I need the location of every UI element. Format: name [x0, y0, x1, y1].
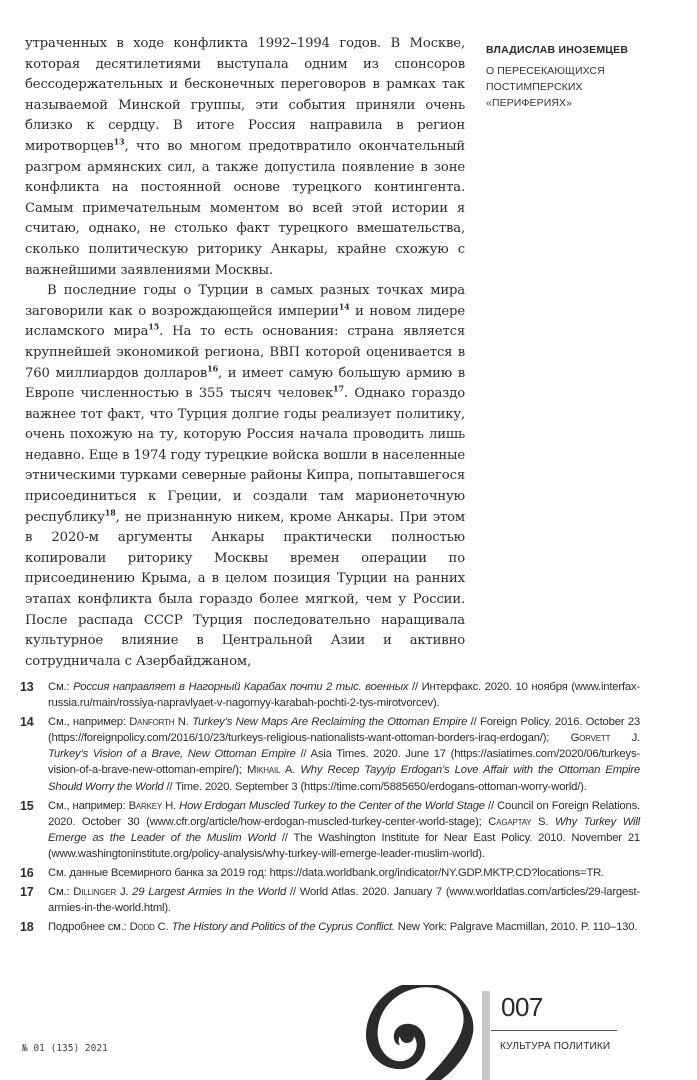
author-name: Mikhail A.	[246, 764, 296, 777]
text-run: // Интерфакс. 2020. 10 ноября (www.interfax-russia.ru/main/rossiya-napravlyaet-v-nagornyy-karabah-pochti-2-tys-mirotvorcev).	[48, 681, 640, 710]
text-run: См. данные Всемирного банка за 2019 год: https://data.worldbank.org/indicator/NY.GDP.MKTP.CD?locations=TR.	[48, 867, 605, 880]
footnote-number: 13	[20, 680, 34, 694]
footnote-text	[48, 865, 640, 881]
footnote-16	[20, 865, 640, 881]
author-name: ВЛАДИСЛАВ ИНОЗЕМЦЕВ	[486, 44, 629, 56]
source-title: Why Recep Tayyip Erdogan’s Love Affair with the Ottoman Empire Should Worry the World	[48, 764, 640, 793]
footnote-number: 16	[20, 866, 34, 881]
source-title: Turkey’s Vision of a Brave, New Ottoman Empire	[48, 748, 296, 761]
author-name: Dillinger J.	[73, 886, 129, 899]
footnote-text	[48, 919, 640, 935]
footnote-ref-16[interactable]: 16	[207, 363, 219, 374]
footnote-text	[48, 884, 640, 916]
text-run: См., например:	[48, 716, 130, 729]
paragraph	[25, 34, 465, 281]
journal-name: КУЛЬТУРА ПОЛИТИКИ	[500, 1041, 611, 1052]
footnote-ref-17[interactable]: 17	[333, 383, 344, 394]
author-name: Dodd C.	[129, 921, 169, 934]
text-run: и новом лидере исламского мира	[25, 303, 465, 340]
issue-number: № 01 (135) 2021	[22, 1043, 108, 1054]
accent-bar	[482, 991, 490, 1080]
article-title-line: «ПЕРИФЕРИЯХ»	[486, 97, 573, 109]
text-run: В последние годы о Турции в самых разных точках мира заговорили как о возрождающейся империи	[25, 283, 465, 319]
footnote-18	[20, 919, 640, 935]
author-name: Cagaptay S.	[488, 815, 549, 828]
footnote-14	[20, 714, 640, 794]
footnote-text	[48, 714, 640, 794]
text-run: New York: Palgrave Macmillan, 2010. P. 110–130.	[394, 921, 638, 934]
footnote-number: 14	[20, 715, 34, 730]
footnote-ref-18[interactable]: 18	[104, 507, 116, 518]
footnote-text	[48, 798, 640, 862]
running-head	[486, 44, 686, 111]
text-run: // World Atlas. 2020. January 7 (www.worldatlas.com/articles/29-largest-armies-in-the-world.html).	[48, 886, 640, 915]
source-title: 29 Largest Armies In the World	[128, 886, 287, 899]
source-title: How Erdogan Muscled Turkey to the Center of the World Stage	[176, 799, 485, 812]
text-run: См., например:	[48, 799, 129, 812]
source-title: Россия направляет в Нагорный Карабах почти 2 тыс. военных	[73, 681, 409, 693]
footnote-number: 17	[20, 885, 34, 900]
footnote-text	[48, 679, 640, 711]
spiral-logo-icon	[355, 985, 480, 1080]
text-run: . На то есть основания: страна является крупнейшей экономикой региона, ВВП которой оценивается в 760 миллиардов долларов	[25, 324, 465, 381]
footnote-17	[20, 884, 640, 916]
article-body	[25, 34, 465, 672]
footnote-ref-13[interactable]: 13	[113, 136, 125, 147]
footnote-ref-14[interactable]: 14	[338, 301, 350, 312]
text-run: // Asia Times. 2020. June 17 (https://asiatimes.com/2020/06/turkeys-vision-of-a-brave-new-ottoman-empire/);	[48, 748, 640, 777]
footnote-ref-15[interactable]: 15	[148, 321, 160, 332]
source-title: Turkey’s New Maps Are Reclaiming the Ottoman Empire	[188, 716, 468, 729]
footnotes	[20, 679, 640, 938]
text-run: // Council on Foreign Relations. 2020. October 30 (www.cfr.org/article/how-erdogan-muscled-turkey-center-world-stage);	[48, 799, 640, 828]
source-title: The History and Politics of the Cyprus Conflict.	[168, 921, 395, 934]
article-title-line: ПОСТИМПЕРСКИХ	[486, 81, 583, 93]
footnote-number: 15	[20, 798, 34, 813]
text-run: См.:	[48, 681, 74, 693]
text-run: Подробнее см.:	[48, 921, 130, 934]
author-name: Danforth N.	[129, 716, 189, 729]
text-run: утраченных в ходе конфликта 1992–1994 годов. В Москве, которая десятилетиями выступала одним из спонсоров бессодержательных и бесконечных переговоров в рамках так называемой Минской группы, эти события приняли очень близко к сердцу. В итоге Россия направила в регион миротворцев	[25, 36, 465, 154]
footnote-13	[20, 679, 640, 711]
text-run: . Однако гораздо важнее тот факт, что Турция долгие годы реализует политику, очень похожую на ту, которую Россия начала проводить лишь недавно. Еще в 1974 году турецкие войска вошли в населенные этническими турками северные районы Кипра, попытавшегося присоединиться к Греции, и создали там марионеточную республику	[25, 386, 465, 525]
footnote-number: 18	[20, 920, 34, 935]
author-name: Gorvett J.	[570, 732, 640, 745]
text-run: // Foreign Policy. 2016. October 23 (https://foreignpolicy.com/2016/10/23/turkeys-religious-nationalists-want-ottoman-borders-iraq-erdogan/);	[48, 716, 640, 745]
source-title: Why Turkey Will Emerge as the Leader of the Muslim World	[48, 815, 640, 844]
text-run: , и имеет самую большую армию в Европе численностью в 355 тысяч человек	[25, 365, 465, 402]
page-number: 007	[501, 992, 543, 1022]
footnote-15	[20, 798, 640, 862]
text-run: , не признанную никем, кроме Анкары. При этом в 2020-м аргументы Анкары практически полностью копировали риторику Москвы времен операции по присоединению Крыма, а в целом позиция Турции на ранних этапах конфликта была гораздо более мягкой, чем у России. После распада СССР Турция последовательно наращивала культурное влияние в Центральной Азии и активно сотрудничала с Азербайджаном,	[25, 509, 465, 669]
text-run: См.:	[48, 886, 74, 899]
text-run: // Time. 2020. September 3 (https://time.com/5885650/erdogans-ottoman-worry-world/).	[163, 780, 587, 793]
text-run: // The Washington Institute for Near East Policy. 2010. November 21 (www.washingtoninstitute.org/policy-analysis/why-turkey-will-emerge-leader-muslim-world).	[48, 831, 640, 860]
divider	[491, 1030, 617, 1031]
text-run: , что во многом предотвратило окончательный разгром армянских сил, а также допустила появление в зоне конфликта на постоянной основе турецкого контингента. Самым примечательным моментом во всей этой истории я считаю, однако, не столько факт турецкого вмешательства, сколько политическую риторику Анкары, крайне схожую с важнейшими заявлениями Москвы.	[25, 138, 465, 278]
paragraph	[25, 281, 465, 672]
article-title-line: О ПЕРЕСЕКАЮЩИХСЯ	[486, 65, 605, 77]
author-name: Barkey H.	[128, 799, 177, 812]
